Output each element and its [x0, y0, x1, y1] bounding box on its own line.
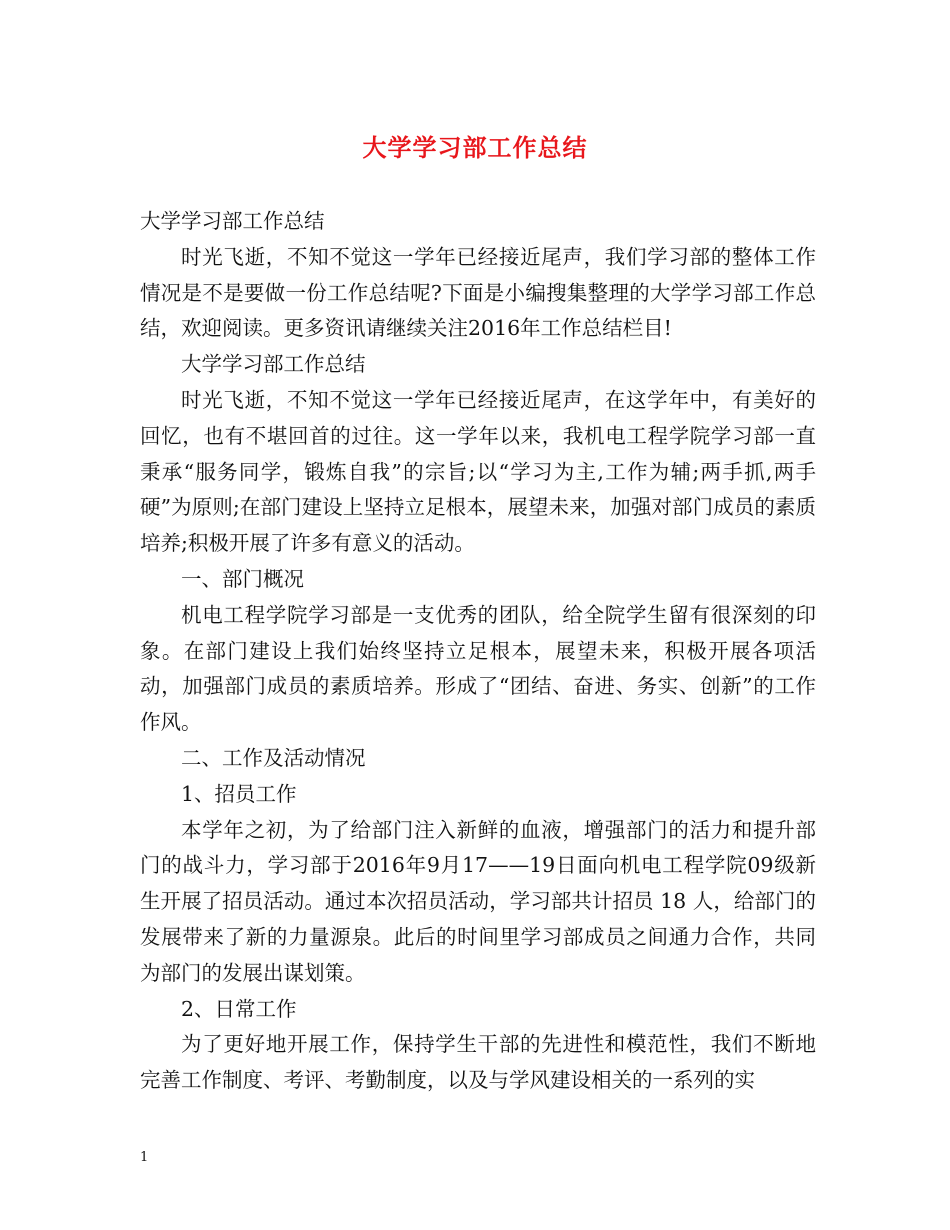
- paragraph-heading: 大学学习部工作总结: [140, 209, 325, 233]
- paragraph-subtitle: 大学学习部工作总结: [181, 352, 366, 377]
- document-body: [140, 204, 816, 1099]
- paragraph-daily-work: 为了更好地开展工作，保持学生干部的先进性和模范性，我们不断地完善工作制度、考评、考勤制度，以及与学风建设相关的一系列的实: [140, 1032, 816, 1093]
- paragraph-intro: 时光飞逝，不知不觉这一学年已经接近尾声，我们学习部的整体工作情况是不是要做一份工作总结呢?下面是小编搜集整理的大学学习部工作总结，欢迎阅读。更多资讯请继续关注2016年工作总结栏目!: [140, 244, 816, 341]
- document-title: 大学学习部工作总结: [362, 133, 588, 162]
- paragraph-department: 机电工程学院学习部是一支优秀的团队，给全院学生留有很深刻的印象。在部门建设上我们始终坚持立足根本，展望未来，积极开展各项活动，加强部门成员的素质培养。形成了“团结、奋进、务实、创新”的工作作风。: [140, 602, 816, 735]
- section-heading-department: 一、部门概况: [181, 566, 304, 591]
- page-number: 1: [140, 1150, 149, 1165]
- subsection-heading-recruitment: 1、招员工作: [181, 781, 297, 806]
- section-heading-work: 二、工作及活动情况: [181, 745, 366, 770]
- paragraph-recruitment: 本学年之初，为了给部门注入新鲜的血液，增强部门的活力和提升部门的战斗力，学习部于2016年9月17——19日面向机电工程学院09级新生开展了招员活动。通过本次招员活动，学习部共计招员 18 人，给部门的发展带来了新的力量源泉。此后的时间里学习部成员之间通力合作，共同为部门的发展出谋划策。: [140, 817, 816, 985]
- subsection-heading-daily-work: 2、日常工作: [181, 996, 297, 1021]
- paragraph-overview: 时光飞逝，不知不觉这一学年已经接近尾声，在这学年中，有美好的回忆，也有不堪回首的过往。这一学年以来，我机电工程学院学习部一直秉承“服务同学，锻炼自我”的宗旨;以“学习为主,工作为辅;两手抓,两手硬”为原则;在部门建设上坚持立足根本，展望未来，加强对部门成员的素质培养;积极开展了许多有意义的活动。: [140, 387, 816, 556]
